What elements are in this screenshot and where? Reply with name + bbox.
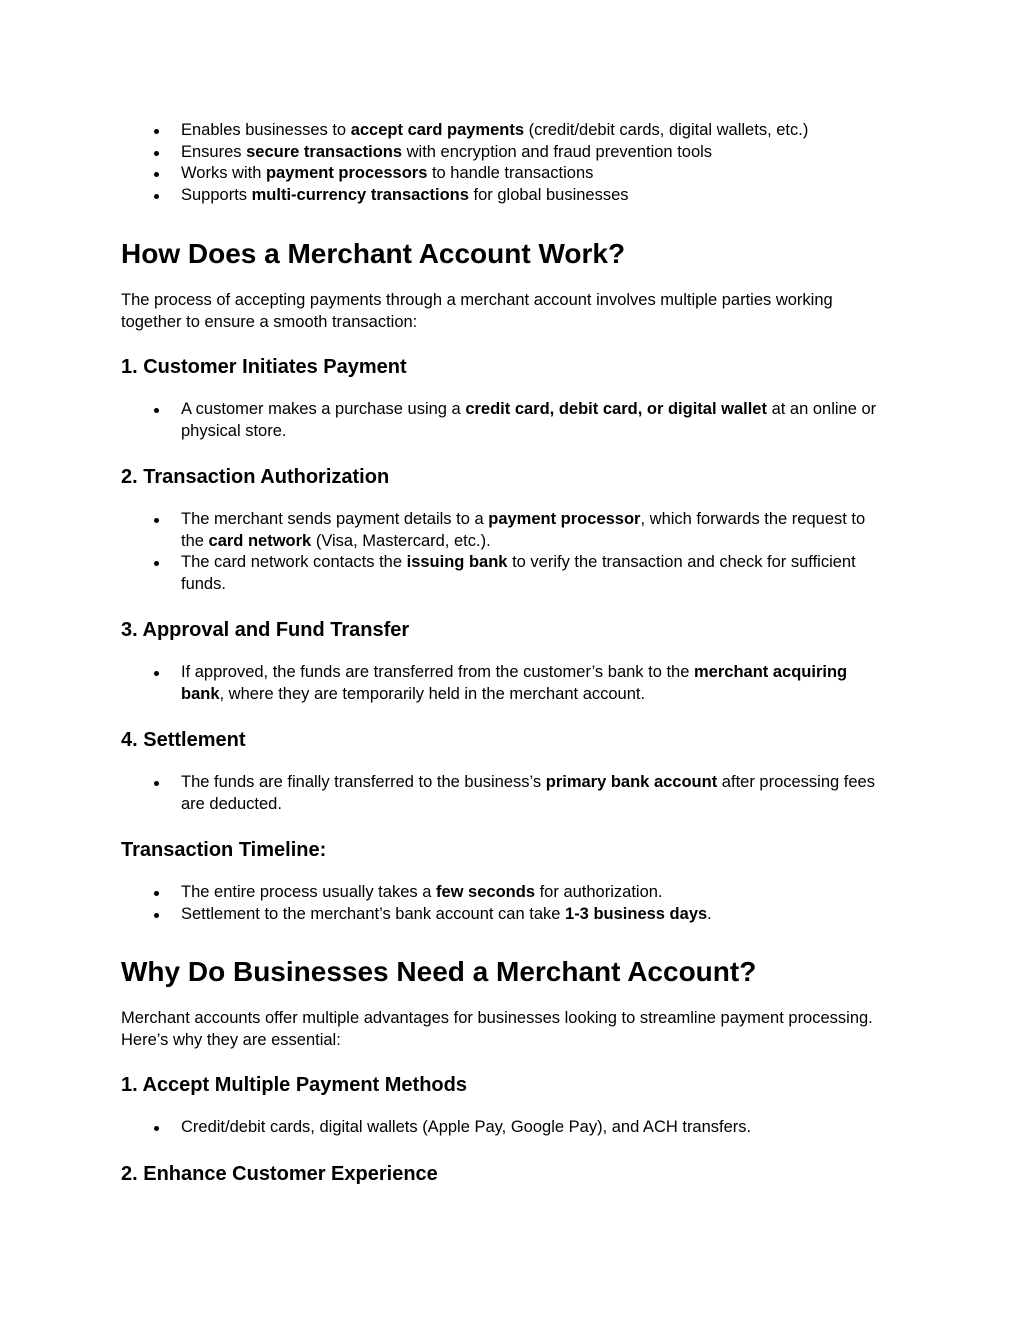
bullet-icon [154, 194, 159, 199]
list-item: The entire process usually takes a few seconds for authorization. [121, 882, 891, 904]
step-heading-3: 3. Approval and Fund Transfer [121, 619, 410, 641]
list-item: The funds are finally transferred to the business’s primary bank account after processing fees are deducted. [121, 772, 891, 815]
bullet-icon [154, 913, 159, 918]
intro-bullet-list [121, 120, 891, 206]
benefit-heading-1: 1. Accept Multiple Payment Methods [121, 1074, 467, 1096]
bullet-icon [154, 891, 159, 896]
bullet-icon [154, 151, 159, 156]
list-item: Enables businesses to accept card payments (credit/debit cards, digital wallets, etc.) [121, 120, 891, 142]
list-item: Supports multi-currency transactions for global businesses [121, 185, 891, 207]
benefit-heading-2: 2. Enhance Customer Experience [121, 1162, 438, 1185]
step-3-list [121, 662, 891, 705]
timeline-heading: Transaction Timeline: [121, 839, 327, 861]
step-2-list [121, 509, 891, 595]
document-page [121, 120, 891, 1187]
list-item: The merchant sends payment details to a payment processor, which forwards the request to the card network (Visa, Mastercard, etc.). [121, 509, 891, 552]
bullet-icon [154, 671, 159, 676]
section-intro-how: The process of accepting payments through a merchant account involves multiple parties working together to ensure a smooth transaction: [121, 291, 833, 331]
timeline-list [121, 882, 891, 925]
bullet-icon [154, 129, 159, 134]
list-item: Ensures secure transactions with encryption and fraud prevention tools [121, 142, 891, 164]
bullet-icon [154, 561, 159, 566]
list-item: Works with payment processors to handle transactions [121, 163, 891, 185]
bullet-icon [154, 781, 159, 786]
benefit-1-list [121, 1117, 891, 1139]
list-item: Settlement to the merchant’s bank account can take 1-3 business days. [121, 904, 891, 926]
list-item: The card network contacts the issuing bank to verify the transaction and check for sufficient funds. [121, 552, 891, 595]
bullet-icon [154, 518, 159, 523]
list-item: A customer makes a purchase using a credit card, debit card, or digital wallet at an online or physical store. [121, 399, 891, 442]
section-heading-how: How Does a Merchant Account Work? [121, 238, 626, 269]
step-1-list [121, 399, 891, 442]
step-heading-2: 2. Transaction Authorization [121, 466, 390, 488]
bullet-icon [154, 172, 159, 177]
step-4-list [121, 772, 891, 815]
list-item: Credit/debit cards, digital wallets (Apple Pay, Google Pay), and ACH transfers. [121, 1117, 891, 1139]
list-item: If approved, the funds are transferred from the customer’s bank to the merchant acquiring bank, where they are temporarily held in the merchant account. [121, 662, 891, 705]
bullet-icon [154, 1126, 159, 1131]
step-heading-4: 4. Settlement [121, 729, 246, 751]
bullet-icon [154, 408, 159, 413]
section-intro-why: Merchant accounts offer multiple advantages for businesses looking to streamline payment processing. Here’s why they are essential: [121, 1009, 873, 1049]
step-heading-1: 1. Customer Initiates Payment [121, 356, 407, 378]
section-heading-why: Why Do Businesses Need a Merchant Account? [121, 956, 757, 987]
